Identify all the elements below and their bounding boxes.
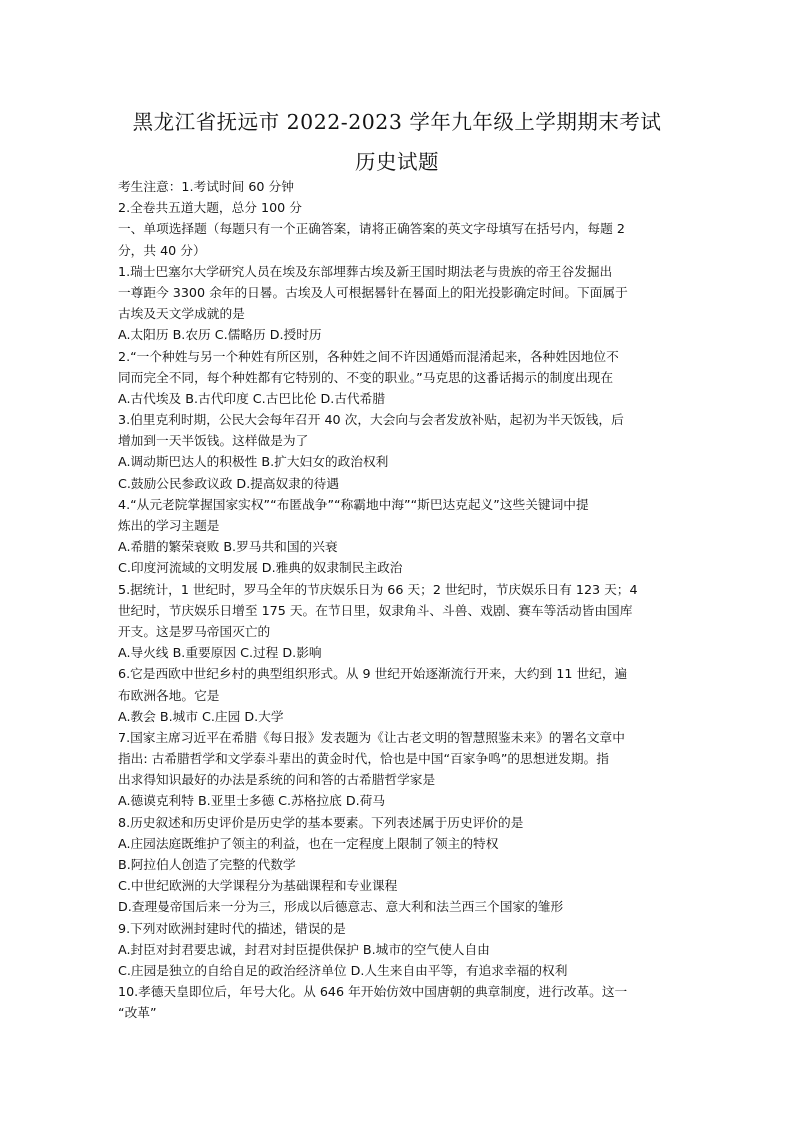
question-1-text: 一尊距今 3300 余年的日晷。古埃及人可根据晷针在晷面上的阳光投影确定时间。下面属于 <box>118 284 628 300</box>
question-4-text: 炼出的学习主题是 <box>118 518 220 533</box>
question-7-text: 指出: 古希腊哲学和文学泰斗辈出的黄金时代，恰也是中国“百家争鸣”的思想迸发期。指 <box>118 751 609 767</box>
section-heading: 一、单项选择题（每题只有一个正确答案，请将正确答案的英文字母填写在括号内，每题 2 <box>118 221 625 237</box>
question-7-text: 出求得知识最好的办法是系统的问和答的古希腊哲学家是 <box>118 772 436 788</box>
question-1-text: 1.瑞士巴塞尔大学研究人员在埃及东部埋葬古埃及新王国时期法老与贵族的帝王谷发掘出 <box>118 263 613 279</box>
question-4-options: C.印度河流域的文明发展 D.雅典的奴隶制民主政治 <box>118 560 403 576</box>
question-1-options: A.太阳历 B.农历 C.儒略历 D.授时历 <box>118 327 322 343</box>
question-4-options: A.希腊的繁荣衰败 B.罗马共和国的兴衰 <box>118 539 338 555</box>
question-1-text: 古埃及天文学成就的是 <box>118 306 245 322</box>
question-8-text: 8.历史叙述和历史评价是历史学的基本要素。下列表述属于历史评价的是 <box>118 814 524 830</box>
question-2-text: 2.“一个种姓与另一个种姓有所区别，各种姓之间不许因通婚而混淆起来，各种姓因地位不 <box>118 348 619 364</box>
question-3-text: 3.伯里克利时期，公民大会每年召开 40 次，大会向与会者发放补贴，起初为半天饭钱，后 <box>118 412 624 428</box>
notice-line: 2.全卷共五道大题，总分 100 分 <box>118 200 302 216</box>
question-5-text: 5.据统计，1 世纪时，罗马全年的节庆娱乐日为 66 天；2 世纪时，节庆娱乐日有 123 天；4 <box>118 581 638 597</box>
question-3-options: A.调动斯巴达人的积极性 B.扩大妇女的政治权利 <box>118 454 389 470</box>
question-7-text: 7.国家主席习近平在希腊《每日报》发表题为《让古老文明的智慧照鉴未来》的署名文章中 <box>118 729 625 745</box>
question-3-text: 增加到一天半饭钱。这样做是为了 <box>118 433 309 449</box>
question-6-text: 布欧洲各地。它是 <box>118 687 220 703</box>
question-8-option-c: C.中世纪欧洲的大学课程分为基础课程和专业课程 <box>118 878 398 894</box>
question-7-options: A.德谟克利特 B.亚里士多德 C.苏格拉底 D.荷马 <box>118 793 386 809</box>
exam-subtitle: 历史试题 <box>355 150 439 174</box>
exam-title: 黑龙江省抚远市 2022-2023 学年九年级上学期期末考试 <box>132 110 662 134</box>
question-9-options: A.封臣对封君要忠诚，封君对封臣提供保护 B.城市的空气使人自由 <box>118 941 490 957</box>
question-5-text: 开支。这是罗马帝国灭亡的 <box>118 623 271 639</box>
exam-body <box>118 176 680 1024</box>
question-8-option-d: D.查理曼帝国后来一分为三，形成以后德意志、意大利和法兰西三个国家的雏形 <box>118 899 564 915</box>
question-4-text: 4.“从元老院掌握国家实权”“布匿战争”“称霸地中海”“斯巴达克起义”这些关键词中提 <box>118 496 589 512</box>
question-10-text: “改革” <box>118 1005 157 1021</box>
question-2-text: 同而完全不同，每个种姓都有它特别的、不变的职业。”马克思的这番话揭示的制度出现在 <box>118 369 614 385</box>
notice-line: 考生注意：1.考试时间 60 分钟 <box>118 179 294 194</box>
question-6-text: 6.它是西欧中世纪乡村的典型组织形式。从 9 世纪开始逐渐流行开来，大约到 11 世纪，遍 <box>118 666 628 682</box>
question-9-text: 9.下列对欧洲封建时代的描述，错误的是 <box>118 920 346 936</box>
question-6-options: A.教会 B.城市 C.庄园 D.大学 <box>118 708 284 724</box>
question-2-options: A.古代埃及 B.古代印度 C.古巴比伦 D.古代希腊 <box>118 390 386 406</box>
section-heading: 分，共 40 分） <box>118 242 206 258</box>
question-3-options: C.鼓励公民参政议政 D.提高奴隶的待遇 <box>118 475 340 491</box>
question-5-options: A.导火线 B.重要原因 C.过程 D.影响 <box>118 645 322 661</box>
question-9-options: C.庄园是独立的自给自足的政治经济单位 D.人生来自由平等，有追求幸福的权利 <box>118 962 568 978</box>
question-8-option-a: A.庄园法庭既维护了领主的利益，也在一定程度上限制了领主的特权 <box>118 835 499 851</box>
question-8-option-b: B.阿拉伯人创造了完整的代数学 <box>118 857 296 872</box>
question-5-text: 世纪时，节庆娱乐日增至 175 天。在节日里，奴隶角斗、斗兽、戏剧、赛车等活动皆由国库 <box>118 602 633 618</box>
question-10-text: 10.孝德天皇即位后，年号大化。从 646 年开始仿效中国唐朝的典章制度，进行改革。这一 <box>118 984 628 1000</box>
